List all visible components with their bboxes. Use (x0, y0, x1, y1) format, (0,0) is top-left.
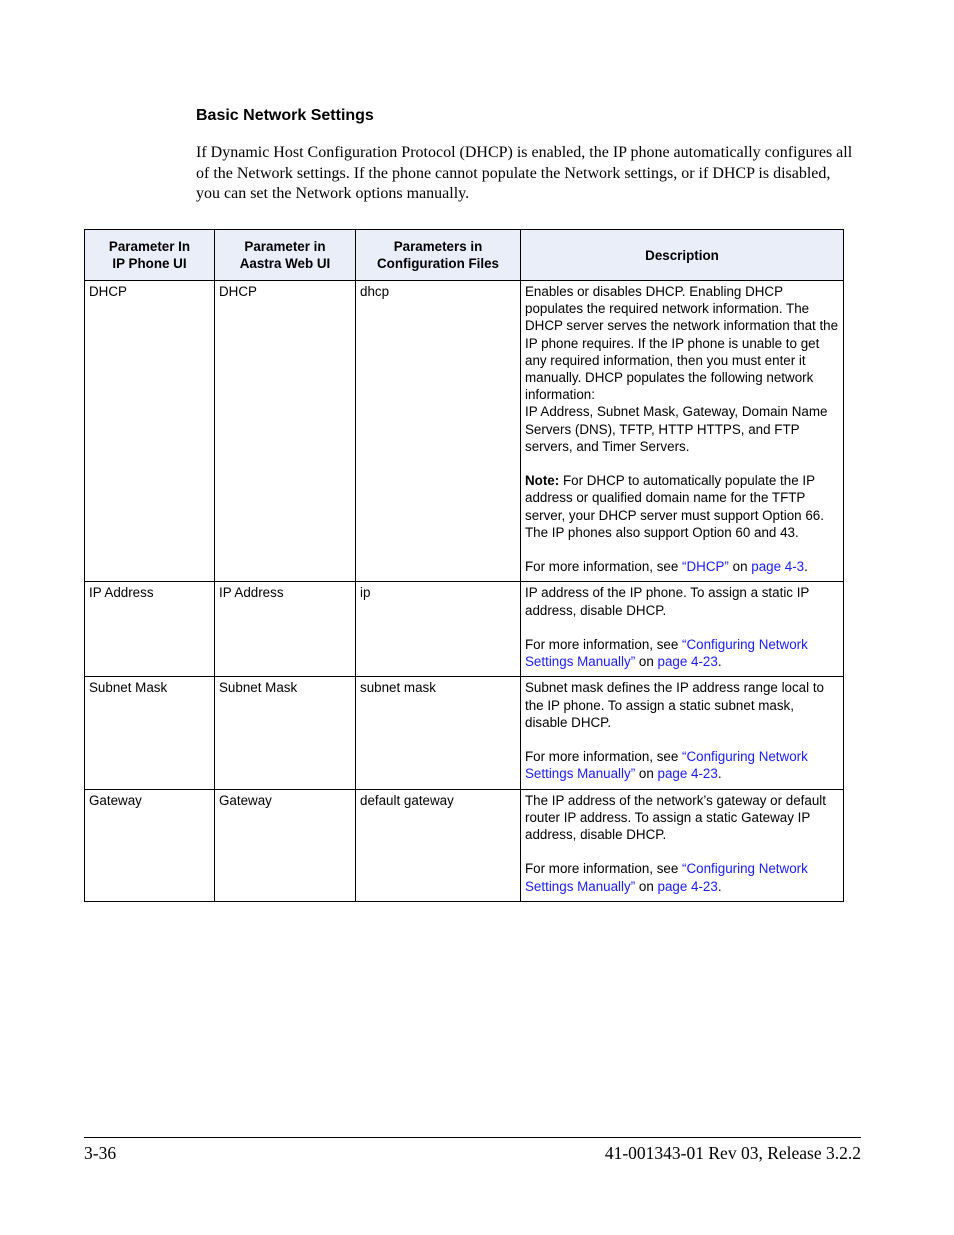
table-row (85, 677, 844, 789)
description-text: Enables or disables DHCP. Enabling DHCP populates the required network information. The DHCP server serves the network information that the IP phone requires. If the IP phone is unable to get any required information, then you must enter it manually. DHCP populates the following network information: IP Address, Subnet Mask, Gateway, Domain Name Servers (DNS), TFTP, HTTP HTTPS, and FTP servers, and Timer Servers. (525, 284, 839, 454)
cell-config: default gateway (356, 789, 521, 901)
cell-phone-ui: Subnet Mask (85, 677, 215, 789)
xref-link[interactable]: “Configuring Network Settings Manually” (525, 749, 808, 782)
cell-description (521, 677, 844, 789)
page-link[interactable]: page 4-23 (657, 654, 718, 670)
cell-phone-ui: IP Address (85, 582, 215, 677)
header-web-ui: Parameter in Aastra Web UI (215, 230, 356, 281)
cell-phone-ui: DHCP (85, 281, 215, 582)
header-phone-ui: Parameter In IP Phone UI (85, 230, 215, 281)
header-description: Description (521, 230, 844, 281)
cell-config: subnet mask (356, 677, 521, 789)
table-header-row (85, 230, 844, 281)
cell-description (521, 582, 844, 677)
table-row (85, 281, 844, 582)
xref-link[interactable]: “DHCP” (682, 559, 729, 575)
description-text: The IP address of the network’s gateway or default router IP address. To assign a static Gateway IP address, disable DHCP. (525, 792, 826, 843)
description-text: Subnet mask defines the IP address range local to the IP phone. To assign a static subnet mask, disable DHCP. (525, 680, 824, 730)
cell-phone-ui: Gateway (85, 789, 215, 901)
cell-web-ui: DHCP (215, 281, 356, 582)
page-number: 3-36 (84, 1143, 117, 1163)
more-info: For more information, see “Configuring Network Settings Manually” on page 4-23. (525, 861, 808, 894)
description-note: Note: For DHCP to automatically populate the IP address or qualified domain name for the TFTP server, your DHCP server must support Option 66. The IP phones also support Option 60 and 43. (525, 473, 824, 540)
more-info: For more information, see “DHCP” on page 4-3. (525, 559, 808, 575)
description-text: IP address of the IP phone. To assign a static IP address, disable DHCP. (525, 585, 810, 618)
header-config-files: Parameters in Configuration Files (356, 230, 521, 281)
cell-config: ip (356, 582, 521, 677)
cell-web-ui: Subnet Mask (215, 677, 356, 789)
page-link[interactable]: page 4-23 (657, 766, 718, 782)
footer-rule (84, 1137, 861, 1138)
xref-link[interactable]: “Configuring Network Settings Manually” (525, 861, 808, 894)
xref-link[interactable]: “Configuring Network Settings Manually” (525, 637, 808, 670)
cell-config: dhcp (356, 281, 521, 582)
intro-paragraph: If Dynamic Host Configuration Protocol (DHCP) is enabled, the IP phone automatically configures all of the Network settings. If the phone cannot populate the Network settings, or if DHCP is disabled, you can set the Network options manually. (196, 144, 853, 202)
page-link[interactable]: page 4-3 (751, 559, 805, 575)
page-link[interactable]: page 4-23 (657, 878, 718, 894)
cell-web-ui: Gateway (215, 789, 356, 901)
cell-description (521, 789, 844, 901)
network-settings-table (84, 229, 844, 902)
document-id: 41-001343-01 Rev 03, Release 3.2.2 (604, 1143, 861, 1163)
table-row (85, 582, 844, 677)
cell-web-ui: IP Address (215, 582, 356, 677)
more-info: For more information, see “Configuring Network Settings Manually” on page 4-23. (525, 637, 808, 670)
table-row (85, 789, 844, 901)
cell-description (521, 281, 844, 582)
more-info: For more information, see “Configuring Network Settings Manually” on page 4-23. (525, 749, 808, 782)
section-heading: Basic Network Settings (196, 107, 374, 124)
